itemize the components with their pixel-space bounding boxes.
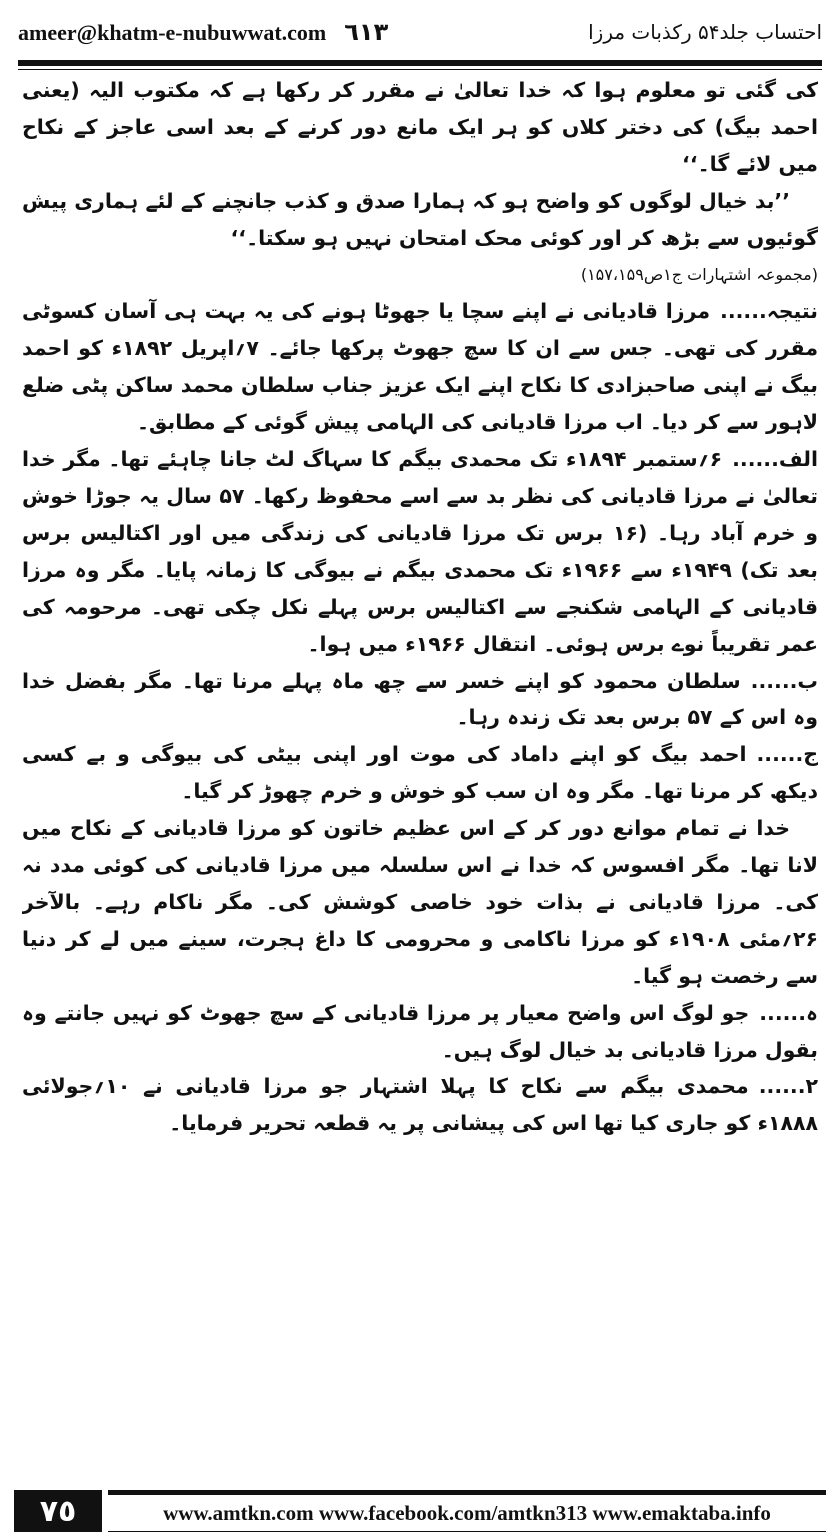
header-page-number: ٦١٣	[344, 18, 389, 46]
paragraph-natija	[22, 293, 818, 441]
paragraph-alif	[22, 441, 818, 662]
label-he: ہ......	[759, 1000, 818, 1025]
header-email: ameer@khatm-e-nubuwwat.com	[18, 20, 327, 45]
label-natija: نتیجہ......	[720, 299, 818, 324]
label-jeem: ج......	[756, 742, 818, 767]
paragraph-quote-end: کی گئی تو معلوم ہوا کہ خدا تعالیٰ نے مقرر کر رکھا ہے کہ مکتوب الیہ (یعنی احمد بیگ) کی دختر کلاں کو ہر ایک مانع دور کرنے کے بعد اسی عاجز کے نکاح میں لائے گا۔‘‘	[22, 78, 818, 176]
paragraph-he-text: جو لوگ اس واضح معیار پر مرزا قادیانی کے سچ جھوٹ کو نہیں جانتے وہ بقول مرزا قادیانی بد خیال لوگ ہیں۔	[22, 1000, 818, 1062]
paragraph-jeem	[22, 736, 818, 810]
page-body	[22, 72, 818, 1477]
quote-reference-line	[22, 257, 818, 294]
page-footer	[14, 1490, 826, 1532]
paragraph-natija-text: مرزا قادیانی نے اپنے سچا یا جھوٹا ہونے کی یہ بہت ہی آسان کسوٹی مقرر کی تھی۔ جس سے ان کا سچ جھوٹ پرکھا جائے۔ ۷؍اپریل ۱۸۹۲ء کو احمد بیگ نے اپنی صاحبزادی کا نکاح اپنے ایک عزیز جناب سلطان محمد ساکن پٹی ضلع لاہور سے کر دیا۔ اب مرزا قادیانی کی الہامی پیش گوئی کے مطابق۔	[22, 299, 818, 435]
paragraph-jeem-text: احمد بیگ کو اپنے داماد کی موت اور اپنی بیٹی کی بیوگی و بے کسی دیکھ کر مرنا تھا۔ مگر وہ ان سب کو خوش و خرم چھوڑ کر گیا۔	[22, 742, 818, 804]
paragraph-alif-text: ۶؍ستمبر ۱۸۹۴ء تک محمدی بیگم کا سہاگ لٹ جانا چاہئے تھا۔ مگر خدا تعالیٰ نے مرزا قادیانی کی نظر بد سے اسے محفوظ رکھا۔ ۵۷ سال یہ جوڑا خوش و خرم آباد رہا۔ (۱۶ برس تک مرزا قادیانی کی زندگی میں اور اکتالیس برس بعد تک) ۱۹۴۹ء سے ۱۹۶۶ء تک محمدی بیگم نے بیوگی کا زمانہ پایا۔ مگر وہ مرزا قادیانی کے الہامی شکنجے سے اکتالیس برس پہلے نکل چکی تھی۔ مرحومہ کی عمر تقریباً نوے برس ہوئی۔ انتقال ۱۹۶۶ء میں ہوا۔	[22, 447, 818, 656]
header-book-title: احتساب جلد۵۴ رکذبات مرزا	[588, 20, 822, 44]
paragraph-be	[22, 663, 818, 737]
quote-reference: (مجموعہ اشتہارات ج۱ص۱۵۷،۱۵۹)	[580, 264, 818, 284]
header-rule-thin	[18, 69, 822, 70]
label-be: ب......	[750, 668, 818, 693]
paragraph-he	[22, 995, 818, 1069]
footer-page-badge: ٧٥	[14, 1490, 102, 1532]
footer-links: www.amtkn.com www.facebook.com/amtkn313 www.emaktaba.info	[108, 1490, 826, 1532]
paragraph-be-text: سلطان محمود کو اپنے خسر سے چھ ماہ پہلے مرنا تھا۔ مگر بفضل خدا وہ اس کے ۵۷ برس بعد تک زندہ رہا۔	[22, 668, 818, 730]
paragraph-two	[22, 1068, 818, 1142]
header-rule-thick	[18, 60, 822, 66]
page-header	[18, 10, 822, 54]
label-alif: الف......	[732, 447, 818, 472]
paragraph-quote: ’’بد خیال لوگوں کو واضح ہو کہ ہمارا صدق و کذب جانچنے کے لئے ہماری پیش گوئیوں سے بڑھ کر اور کوئی محک امتحان نہیں ہو سکتا۔‘‘	[22, 188, 818, 250]
label-two: ۲......	[758, 1074, 818, 1099]
header-left	[18, 18, 388, 46]
paragraph-khuda: خدا نے تمام موانع دور کر کے اس عظیم خاتون کو مرزا قادیانی کے نکاح میں لانا تھا۔ مگر افسوس کہ خدا نے اس سلسلہ میں مرزا قادیانی کی کوئی مدد نہ کی۔ مرزا قادیانی نے بذات خود خاصی کوشش کی۔ مگر ناکام رہے۔ بالآخر ۲۶؍مئی ۱۹۰۸ء کو مرزا ناکامی و محرومی کا داغ ہجرت، سینے میں لے کر دنیا سے رخصت ہو گیا۔	[22, 816, 818, 988]
paragraph-two-text: محمدی بیگم سے نکاح کا پہلا اشتہار جو مرزا قادیانی نے ۱۰؍جولائی ۱۸۸۸ء کو جاری کیا تھا اس کی پیشانی پر یہ قطعہ تحریر فرمایا۔	[22, 1074, 818, 1136]
